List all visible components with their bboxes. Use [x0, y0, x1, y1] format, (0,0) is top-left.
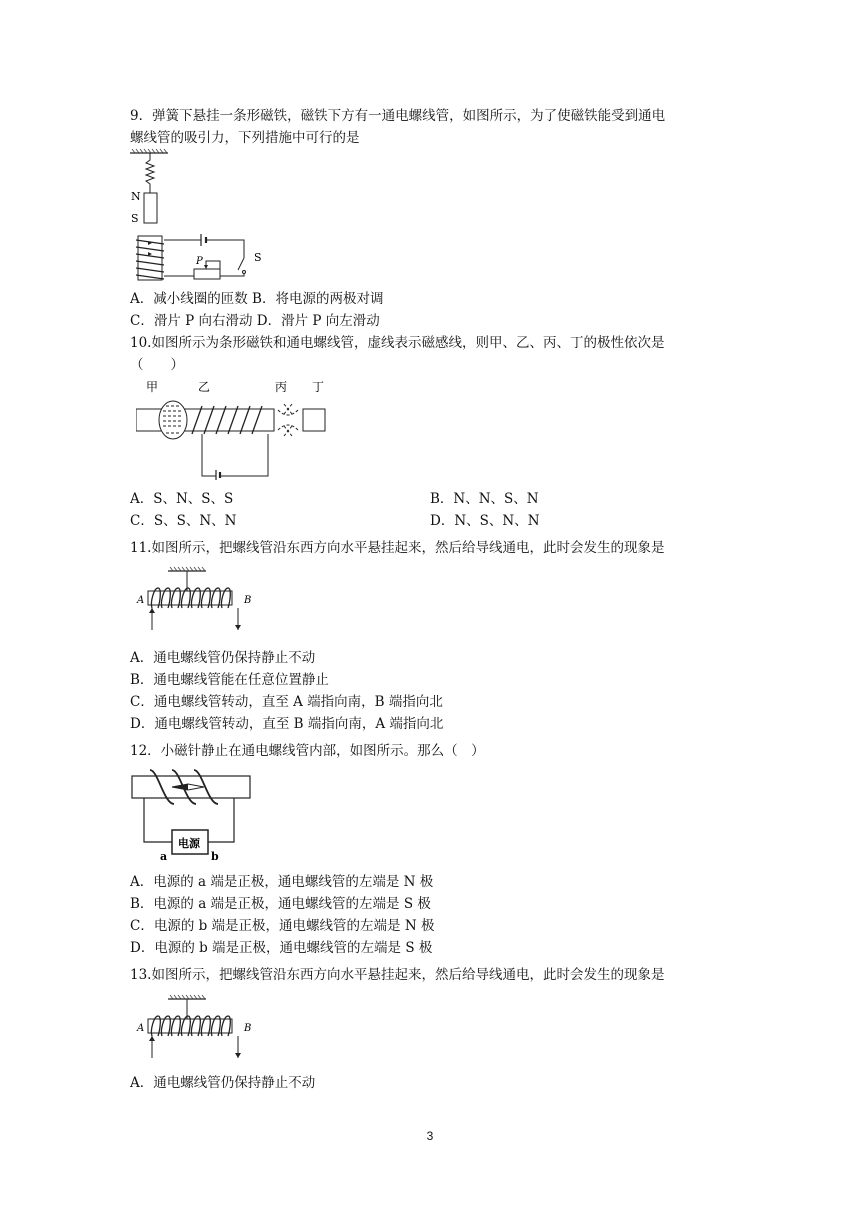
q12-stem: 12．小磁针静止在通电螺线管内部，如图所示。那么（ ）	[130, 743, 485, 759]
q12-label-b: b	[211, 850, 219, 863]
q10-figure	[136, 376, 336, 480]
q10-label-ding: 丁	[312, 380, 325, 394]
q12-option-b: B．电源的 a 端是正极，通电螺线管的左端是 S 极	[130, 896, 431, 912]
q13-label-a: A	[137, 1023, 145, 1034]
q13-label-b: B	[244, 1023, 252, 1034]
q11-label-b: B	[244, 595, 252, 606]
q11-option-d: D．通电螺线管转动，直至 B 端指向南，A 端指向北	[130, 716, 444, 732]
q12-power-label: 电源	[178, 837, 200, 850]
q10-label-bing: 丙	[275, 380, 288, 394]
q12-figure	[128, 768, 258, 864]
q9-figure	[126, 148, 276, 284]
q11-figure	[134, 566, 264, 636]
q10-stem-line1: 10.如图所示为条形磁铁和通电螺线管，虚线表示磁感线，则甲、乙、丙、丁的极性依次是	[130, 335, 665, 351]
q10-option-d: D．N、S、N、N	[430, 513, 540, 529]
q9-label-n: N	[131, 190, 141, 203]
q9-label-switch: S	[254, 251, 262, 264]
q11-label-a: A	[137, 595, 145, 606]
q10-option-b: B．N、N、S、N	[430, 491, 539, 507]
q11-stem: 11.如图所示，把螺线管沿东西方向水平悬挂起来，然后给导线通电，此时会发生的现象是	[130, 540, 665, 556]
q10-stem-line2: （ ）	[130, 357, 184, 373]
q12-option-d: D．电源的 b 端是正极，通电螺线管的左端是 S 极	[130, 940, 433, 956]
q12-option-a: A．电源的 a 端是正极，通电螺线管的左端是 N 极	[130, 874, 434, 890]
q9-options-cd: C．滑片 P 向右滑动 D．滑片 P 向左滑动	[130, 313, 380, 329]
q9-label-p: P	[196, 256, 203, 267]
q11-option-b: B．通电螺线管能在任意位置静止	[130, 672, 329, 688]
q13-option-a: A．通电螺线管仍保持静止不动	[130, 1075, 316, 1091]
q10-option-c: C．S、S、N、N	[130, 513, 237, 529]
q9-stem-line2: 螺线管的吸引力，下列措施中可行的是	[130, 130, 360, 146]
q13-stem: 13.如图所示，把螺线管沿东西方向水平悬挂起来，然后给导线通电，此时会发生的现象是	[130, 967, 665, 983]
q10-label-yi: 乙	[198, 380, 211, 394]
q9-label-s: S	[131, 212, 139, 225]
page-number: 3	[426, 1129, 434, 1143]
q10-label-jia: 甲	[146, 380, 159, 394]
q10-option-a: A．S、N、S、S	[130, 491, 234, 507]
q13-figure	[134, 994, 264, 1064]
q9-stem-line1: 9．弹簧下悬挂一条形磁铁，磁铁下方有一通电螺线管，如图所示，为了使磁铁能受到通电	[130, 108, 666, 124]
q12-label-a: a	[160, 850, 168, 863]
q11-option-a: A．通电螺线管仍保持静止不动	[130, 650, 316, 666]
q11-option-c: C．通电螺线管转动，直至 A 端指向南，B 端指向北	[130, 694, 443, 710]
q12-option-c: C．电源的 b 端是正极，通电螺线管的左端是 N 极	[130, 918, 435, 934]
q9-options-ab: A．减小线圈的匝数 B．将电源的两极对调	[130, 291, 384, 307]
